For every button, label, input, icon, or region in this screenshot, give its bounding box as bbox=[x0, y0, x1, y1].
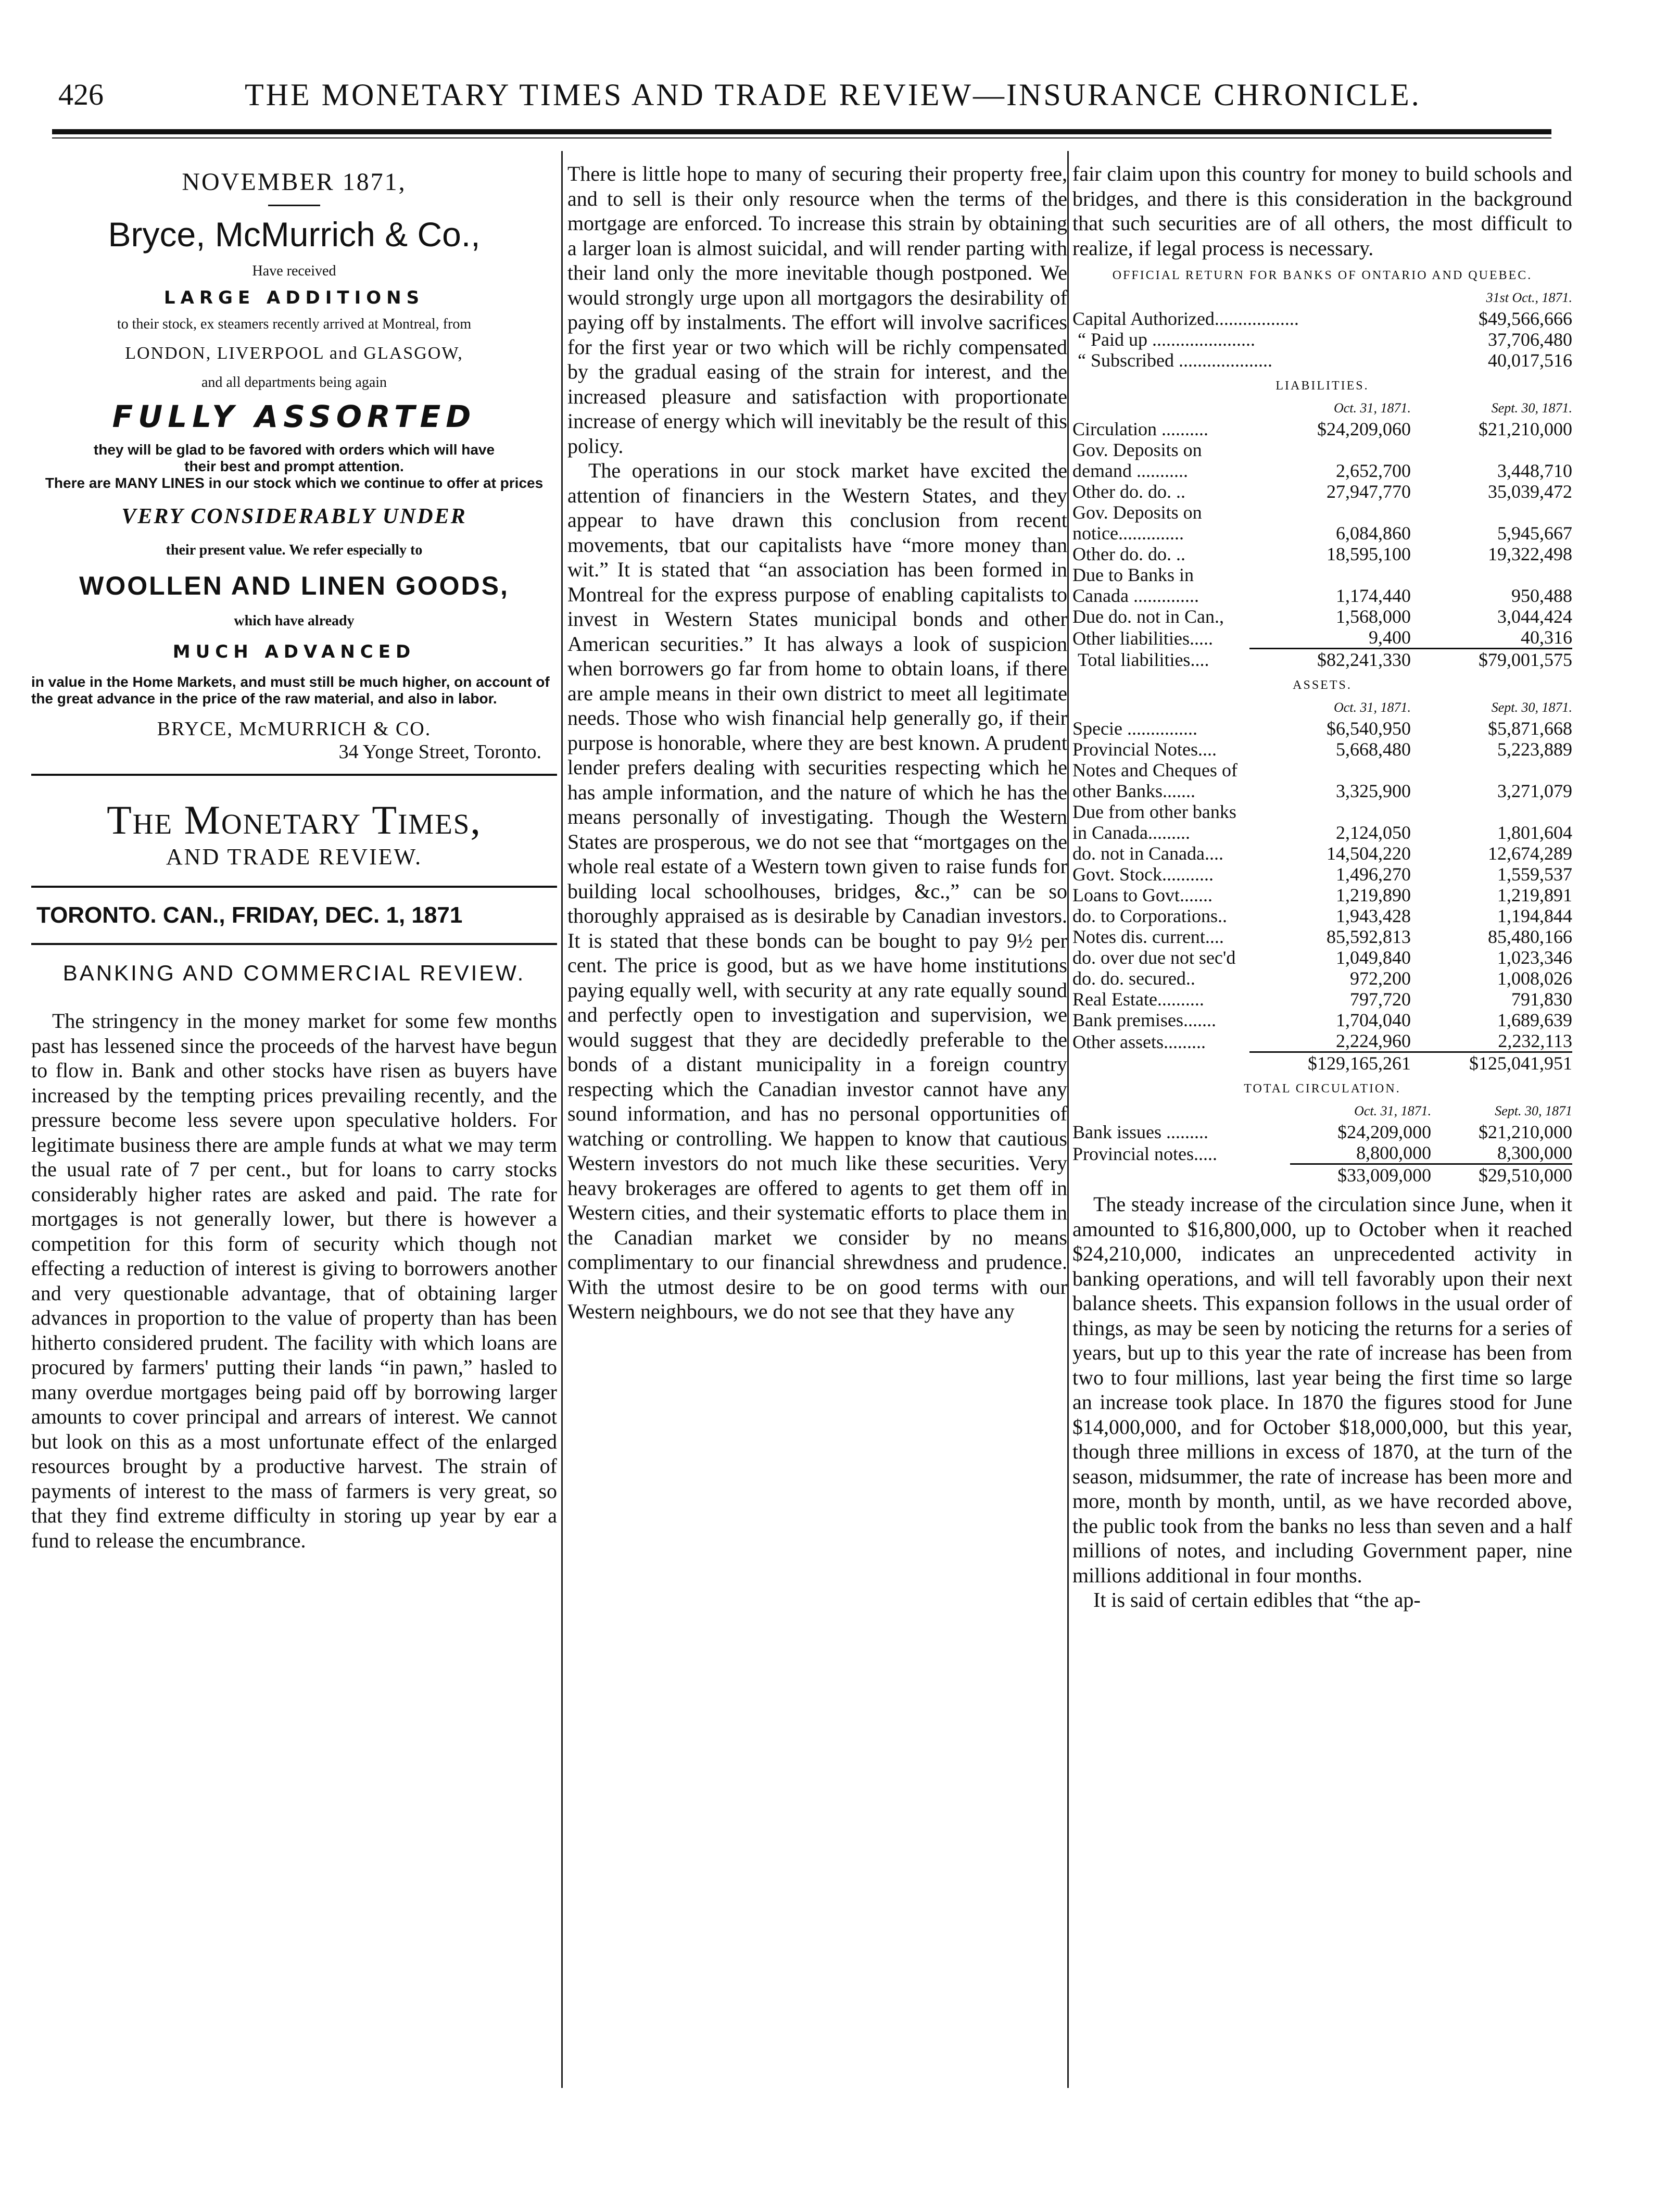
capital-table bbox=[1072, 287, 1572, 371]
ad-line: their present value. We refer especially to bbox=[166, 542, 423, 558]
table-row: Provincial Notes.... 5,668,480 5,223,889 bbox=[1072, 739, 1572, 760]
table-row: Other do. do. .. 18,595,100 19,322,498 bbox=[1072, 544, 1572, 564]
table-row: Due to Banks in Canada .............. 1,174,440 950,488 bbox=[1072, 564, 1572, 606]
table-row: Due do. not in Can., 1,568,000 3,044,424 bbox=[1072, 606, 1572, 627]
table-title: OFFICIAL RETURN FOR BANKS OF ONTARIO AND QUEBEC. bbox=[1112, 269, 1533, 282]
table-row: Notes and Cheques of other Banks....... 3,325,900 3,271,079 bbox=[1072, 760, 1572, 801]
column-3 bbox=[1072, 161, 1572, 1613]
paragraph: The stringency in the money market for some few months past has lessened since the proceeds of the harvest have begun to flow in. Bank and other stocks have risen as buyers have increased by the tempting prices prevailing recently, and the pressure become less severe upon speculative holders. For legitimate business there are ample funds at what we may term the usual rate of 7 per cent., but for loans to carry stocks considerably higher rates are asked and paid. The rate for mortgages is not generally lower, but there is however a competition for this form of security which though not effecting a reduction of interest is giving to borrowers another and very questionable advantage, that of obtaining larger advances in proportion to the value of property than has been hitherto considered prudent. The facility with which loans are procured by farmers' putting their lands “in pawn,” hasled to many overdue mortgages being paid off by borrowing larger amounts to cover principal and arrears of interest. We cannot but look on this as a most unfortunate effect of the enlarged resources brought by a productive harvest. The strain of payments of interest to the mass of farmers is very great, so that they find extreme difficulty in storing up year by ear a fund to release the encumbrance. bbox=[31, 1009, 557, 1552]
table-row: Loans to Govt....... 1,219,890 1,219,891 bbox=[1072, 885, 1572, 905]
ad-address: 34 Yonge Street, Toronto. bbox=[338, 741, 541, 763]
table-row: Gov. Deposits on demand ........... 2,652,700 3,448,710 bbox=[1072, 439, 1572, 481]
section-heading: BANKING AND COMMERCIAL REVIEW. bbox=[62, 961, 526, 985]
masthead: THE MONETARY TIMES AND TRADE REVIEW—INSURANCE CHRONICLE. bbox=[245, 78, 1421, 112]
table-row: do. do. secured.. 972,200 1,008,026 bbox=[1072, 968, 1572, 989]
assets-table: Oct. 31, 1871. Sept. 30, 1871. Specie ............... $6,540,950 $5,871,668 Provincial Notes.... 5,668,480 5,223,889 Notes and Cheques of other Banks....... 3,325,900 3,271,079 Due from other banks in Canada......... 2,124,050 1,801,604 do. not in Canada.... 14,504,220 12,674,289 Govt. Stock........... 1,496,270 1,559,537 Loans to Govt....... 1,219,890 1,219,891 do. to Corporations.. 1,943,428 1,194,844 Notes dis. current.... 85,592,813 85,480,166 do. over due not sec'd 1,049,840 1,023,346 do. do. secured.. 972,200 1,008,026 Real Estate.......... 797,720 791,830 Bank premises....... 1,704,040 1,689,639 Other assets......... 2,224,960 2,232,113 $129,165,261 $125,041,951 bbox=[1072, 700, 1572, 1074]
paragraph: The operations in our stock market have excited the attention of financiers in the Western States, and they appear to have drawn this conclusion from recent movements, tbat our capitalists have “more money than wit.” It is stated that “an association has been formed in Montreal for the express purpose of enabling capitalists to invest in Western States municipal bonds and other American securities.” It has always a look of suspicion when borrowers go far from home to obtain loans, if there are ample means in their own district to meet all legitimate needs. Those who wish financial help generally go, if their purpose is honorable, where they are best known. A prudent lender prefers dealing with securities respecting which he has ample information, and the nature of which he has the means personally of investigating. Though the Western States are prosperous, we do not see that “mortgages on the whole real estate of a Western town given to raise funds for building local schoolhouses, bridges, &c.,” can be so thoroughly appraised as is desirable by Canadian investors. It is stated that these bonds can be bought to pay 9½ per cent. The price is good, but as we have home institutions paying equally well, with security at any rate equally sound and perfectly open to investigation and supervision, we would suggest that they are decidedly preferable to the bonds of a distant municipality in a foreign country respecting which the Canadian investor cannot have any sound information, and has no personal opportunities of watching or controlling. We happen to know that cautious Western investors do not much like these securities. Very heavy brokerages are offered to agents to get them off in Western cities, and their systematic efforts to place them in the Canadian market we consider by no means complimentary to our financial shrewdness and prudence. With the utmost desire to be on good terms with our Western neighbours, we do not see that they have any bbox=[567, 459, 1067, 1323]
table-row: Notes dis. current.... 85,592,813 85,480,166 bbox=[1072, 926, 1572, 947]
total-row: $33,009,000 $29,510,000 bbox=[1072, 1164, 1572, 1186]
ad-month: NOVEMBER 1871, bbox=[182, 168, 407, 196]
table-row: “ Paid up ...................... 37,706,480 bbox=[1078, 329, 1572, 350]
table-row: Other do. do. .. 27,947,770 35,039,472 bbox=[1072, 481, 1572, 502]
page-number: 426 bbox=[58, 78, 104, 111]
column-divider-2 bbox=[1067, 151, 1069, 2088]
table-row: Capital Authorized.................. $49,566,666 bbox=[1072, 308, 1572, 329]
ad-line: they will be glad to be favored with orders which will have their best and prompt attention. bbox=[93, 442, 495, 474]
article-body bbox=[31, 1009, 557, 1553]
table-row: Provincial notes..... 8,800,000 8,300,000 bbox=[1072, 1142, 1572, 1164]
table-row: Due from other banks in Canada......... 2,124,050 1,801,604 bbox=[1072, 801, 1572, 843]
ad-line: LARGE ADDITIONS bbox=[163, 287, 425, 308]
total-row: $129,165,261 $125,041,951 bbox=[1072, 1052, 1572, 1074]
ad-line: in value in the Home Markets, and must still be much higher, on account of the great advance in the price of the raw material, and also in labor. bbox=[31, 674, 550, 707]
table-row: Bank premises....... 1,704,040 1,689,639 bbox=[1072, 1010, 1572, 1030]
article-body bbox=[1072, 1192, 1572, 1613]
table-title: ASSETS. bbox=[1293, 678, 1352, 692]
top-rule bbox=[52, 129, 1551, 134]
advertisement bbox=[31, 168, 557, 763]
paragraph: fair claim upon this country for money to build schools and bridges, and there is this consideration in the background that such securities are of all others, the most difficult to realize, if legal process is necessary. bbox=[1072, 162, 1572, 260]
table-row: Bank issues ......... $24,209,000 $21,210,000 bbox=[1072, 1122, 1572, 1142]
column-divider-1 bbox=[561, 151, 563, 2088]
table-row: do. over due not sec'd 1,049,840 1,023,346 bbox=[1072, 947, 1572, 968]
table-row: Other liabilities..... 9,400 40,316 bbox=[1072, 627, 1572, 649]
paragraph: There is little hope to many of securing their property free, and to sell is their only resource when the terms of the mortgage are enforced. To increase this strain by obtaining a larger loan is almost suicidal, and will render parting with their land only the more inevitable though postponed. We would strongly urge upon all mortgagors the desirability of paying off by instalments. The effort will involve sacrifices for the first year or two which will be richly compensated by the gradual easing of the strain for interest, and the increased pleasure and satisfaction with proportionate increase of energy which will inevitably be the result of this policy. bbox=[567, 162, 1067, 458]
table-row: Gov. Deposits on notice.............. 6,084,860 5,945,667 bbox=[1072, 502, 1572, 544]
table-row: Circulation .......... $24,209,060 $21,210,000 bbox=[1072, 419, 1572, 439]
table-row: Govt. Stock........... 1,496,270 1,559,537 bbox=[1072, 864, 1572, 885]
ad-firm-name: Bryce, McMurrich & Co., bbox=[108, 215, 481, 254]
ad-signature: BRYCE, McMURRICH & CO. bbox=[157, 718, 432, 740]
top-rule-thin bbox=[52, 137, 1551, 139]
table-row: Specie ............... $6,540,950 $5,871,668 bbox=[1072, 718, 1572, 739]
liabilities-table: Oct. 31, 1871. Sept. 30, 1871. Circulation .......... $24,209,060 $21,210,000 Gov. Deposits on demand ........... 2,652,700 3,448,710 Other do. do. .. 27,947,770 35,039,472 Gov. Deposits on notice.............. 6,084,860 5,945,667 Other do. do. .. 18,595,100 19,322,498 Due to Banks in Canada .............. 1,174,440 950,488 Due do. not in Can., 1,568,000 3,044,424 Other liabilities..... 9,400 40,316 Total liabilities.... $82,241,330 $79,001,575 bbox=[1072, 400, 1572, 670]
table-row: “ Subscribed .................... 40,017,516 bbox=[1078, 350, 1572, 371]
table-row: Other assets......... 2,224,960 2,232,113 bbox=[1072, 1030, 1572, 1052]
column-header: 31st Oct., 1871. bbox=[1486, 290, 1572, 305]
ad-line: Have received bbox=[252, 263, 336, 279]
total-row: Total liabilities.... $82,241,330 $79,001,575 bbox=[1078, 649, 1572, 670]
paragraph: The steady increase of the circulation since June, when it amounted to $16,800,000, up to October when it reached $24,210,000, indicates an unprecedented activity in banking operations, and will tell favorably upon their next balance sheets. This expansion follows in the usual order of things, as may be seen by noticing the returns for a series of years, but up to this year the rate of increase has been from two to four millions, last year being the first time so large an increase took place. In 1870 the figures stood for June $14,000,000, and for October $18,000,000, but this year, though three millions in excess of 1870, at the turn of the season, midsummer, the rate of increase has been more and more, month by month, until, as we have recorded above, the public took from the banks no less than seven and a half millions of notes, and including Government paper, nine millions additional in four months. bbox=[1072, 1192, 1572, 1587]
circulation-table: Oct. 31, 1871. Sept. 30, 1871 Bank issues ......... $24,209,000 $21,210,000 Provincial notes..... 8,800,000 8,300,000 $33,009,000 $29,510,000 bbox=[1072, 1103, 1572, 1186]
ad-line: FULLY ASSORTED bbox=[112, 399, 476, 434]
ad-line: WOOLLEN AND LINEN GOODS, bbox=[79, 571, 509, 600]
ad-line: and all departments being again bbox=[201, 374, 387, 391]
table-title: LIABILITIES. bbox=[1275, 379, 1369, 393]
ad-line: which have already bbox=[234, 613, 355, 629]
article-body bbox=[1072, 161, 1572, 260]
ad-line: LONDON, LIVERPOOL and GLASGOW, bbox=[125, 344, 463, 363]
paper-title: The Monetary Times, bbox=[107, 797, 482, 842]
ad-line: to their stock, ex steamers recently arrived at Montreal, from bbox=[117, 316, 472, 332]
paragraph: It is said of certain edibles that “the ap- bbox=[1093, 1588, 1421, 1612]
paper-subtitle: AND TRADE REVIEW. bbox=[166, 844, 423, 870]
dateline: TORONTO. CAN., FRIDAY, DEC. 1, 1871 bbox=[31, 886, 557, 945]
table-row: do. to Corporations.. 1,943,428 1,194,844 bbox=[1072, 905, 1572, 926]
column-1 bbox=[31, 161, 557, 1553]
ad-line: VERY CONSIDERABLY UNDER bbox=[121, 505, 467, 528]
table-row: do. not in Canada.... 14,504,220 12,674,289 bbox=[1072, 843, 1572, 864]
ad-line: There are MANY LINES in our stock which we continue to offer at prices bbox=[45, 475, 544, 491]
divider bbox=[31, 774, 557, 776]
table-row: Real Estate.......... 797,720 791,830 bbox=[1072, 989, 1572, 1010]
table-title: TOTAL CIRCULATION. bbox=[1244, 1082, 1401, 1096]
column-2 bbox=[567, 161, 1067, 1324]
article-body bbox=[567, 161, 1067, 1324]
ad-line: MUCH ADVANCED bbox=[172, 641, 416, 662]
divider bbox=[268, 205, 320, 206]
